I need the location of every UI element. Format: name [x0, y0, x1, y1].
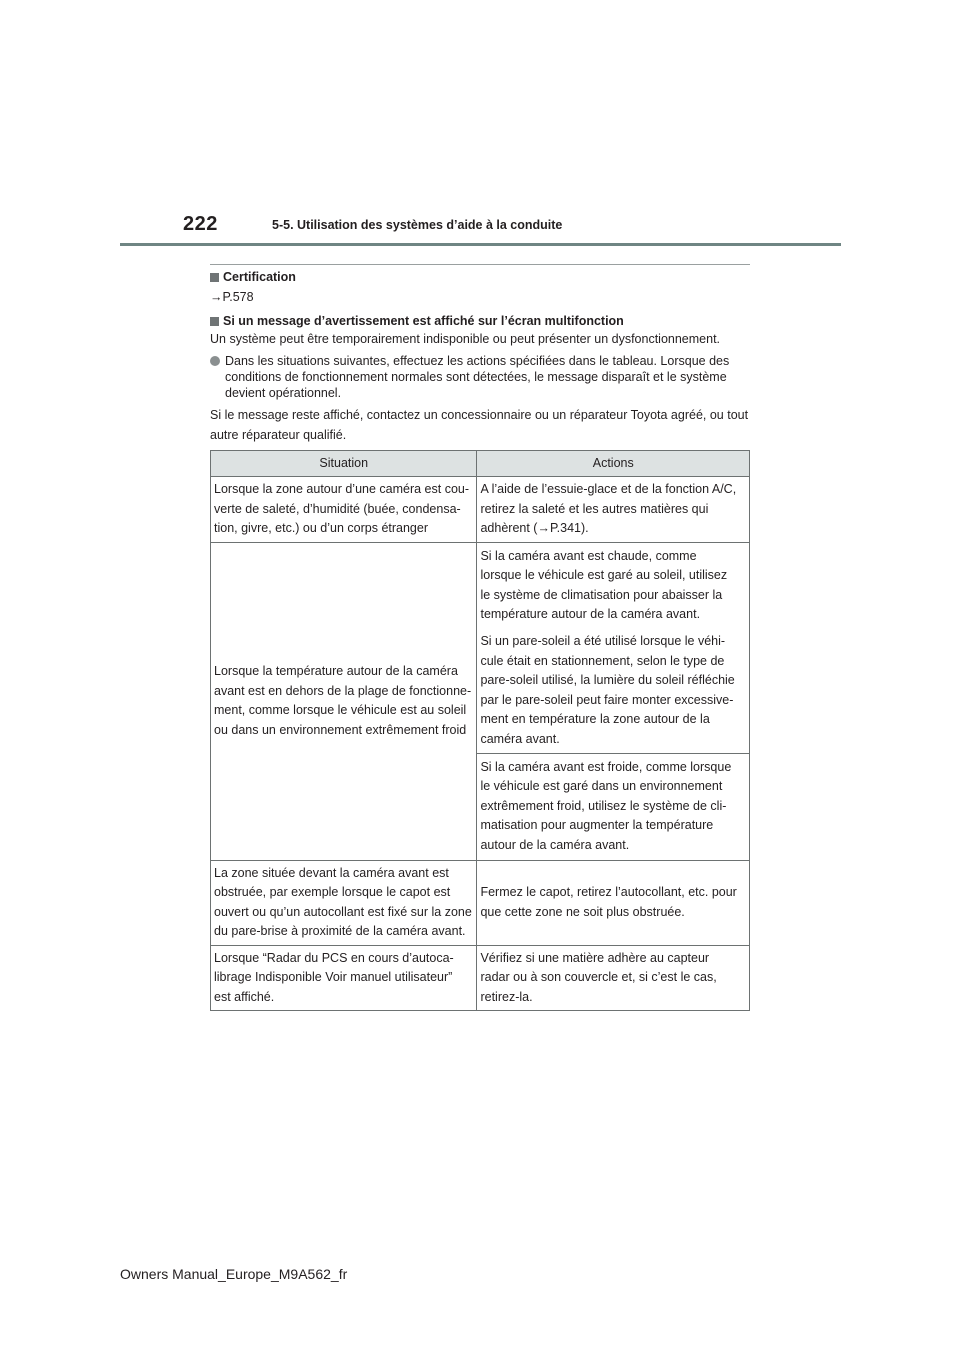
situation-cell: Lorsque la zone autour d’une caméra est cou- verte de saleté, d’humidité (buée, condensa- tion, givre, etc.) ou d’un corps étranger: [211, 477, 477, 543]
square-bullet-icon: [210, 273, 219, 282]
action-cell: Si un pare-soleil a été utilisé lorsque le véhi- cule était en stationnement, selon le type de pare-soleil utilisé, la lumière du soleil réfléchie par le pare-soleil peut faire monter excessive- ment en température la zone autour de la caméra avant.: [477, 629, 750, 754]
footer-document-id: Owners Manual_Europe_M9A562_fr: [120, 1266, 348, 1282]
action-cell: Fermez le capot, retirez l’autocollant, etc. pour que cette zone ne soit plus obstruée.: [477, 860, 750, 945]
chapter-title: 5-5. Utilisation des systèmes d’aide à la conduite: [272, 218, 563, 232]
certification-heading-text: Certification: [223, 270, 296, 284]
situation-cell: Lorsque la température autour de la caméra avant est en dehors de la plage de fonctionne- ment, comme lorsque le véhicule est au soleil ou dans un environnement extrêmement froid: [211, 542, 477, 860]
table-row: [211, 477, 750, 543]
column-header-actions: Actions: [477, 451, 750, 477]
situation-cell: La zone située devant la caméra avant est obstruée, par exemple lorsque le capot est ouvert ou qu’un autocollant est fixé sur la zone du pare-brise à proximité de la caméra avant.: [211, 860, 477, 945]
table-header-row: [211, 451, 750, 477]
warning-heading-text: Si un message d’avertissement est affiché sur l’écran multifonction: [223, 314, 624, 328]
table-row: [211, 542, 750, 629]
warning-bullet: [210, 353, 750, 401]
certification-heading: [210, 269, 750, 285]
action-cell: Si la caméra avant est froide, comme lorsque le véhicule est garé dans un environnement extrêmement froid, utilisez le système de cli- matisation pour augmenter la température autour de la caméra avant.: [477, 753, 750, 860]
round-bullet-icon: [210, 356, 220, 366]
action-cell: Vérifiez si une matière adhère au capteur radar ou à son couvercle et, si c’est le cas, retirez-la.: [477, 945, 750, 1011]
table-row: [211, 945, 750, 1011]
actions-table: [210, 450, 750, 1011]
action-cell: A l’aide de l’essuie-glace et de la fonction A/C, retirez la saleté et les autres matières qui adhèrent (→P.341).: [477, 477, 750, 543]
situation-cell: Lorsque “Radar du PCS en cours d’autoca- librage Indisponible Voir manuel utilisateur” est affiché.: [211, 945, 477, 1011]
table-row: [211, 860, 750, 945]
warning-bullet-text: Dans les situations suivantes, effectuez les actions spécifiées dans le tableau. Lorsque des conditions de fonctionnement normales sont détectées, le message disparaît et le système devient opérationnel.: [225, 354, 730, 400]
warning-intro: Un système peut être temporairement indisponible ou peut présenter un dysfonctionnement.: [210, 332, 721, 346]
section-divider: [210, 264, 750, 265]
header-divider: [120, 243, 841, 246]
warning-followup: Si le message reste affiché, contactez un concessionnaire ou un réparateur Toyota agréé, ou tout autre réparateur qualifié.: [210, 408, 749, 442]
content-area: [210, 264, 750, 445]
page-number: 222: [183, 213, 218, 235]
action-cell: Si la caméra avant est chaude, comme lorsque le véhicule est garé au soleil, utilisez le système de climatisation pour abaisser la température autour de la caméra avant.: [477, 542, 750, 629]
warning-heading: [210, 313, 750, 329]
certification-reference: →P.578: [210, 290, 254, 304]
column-header-situation: Situation: [211, 451, 477, 477]
square-bullet-icon: [210, 317, 219, 326]
